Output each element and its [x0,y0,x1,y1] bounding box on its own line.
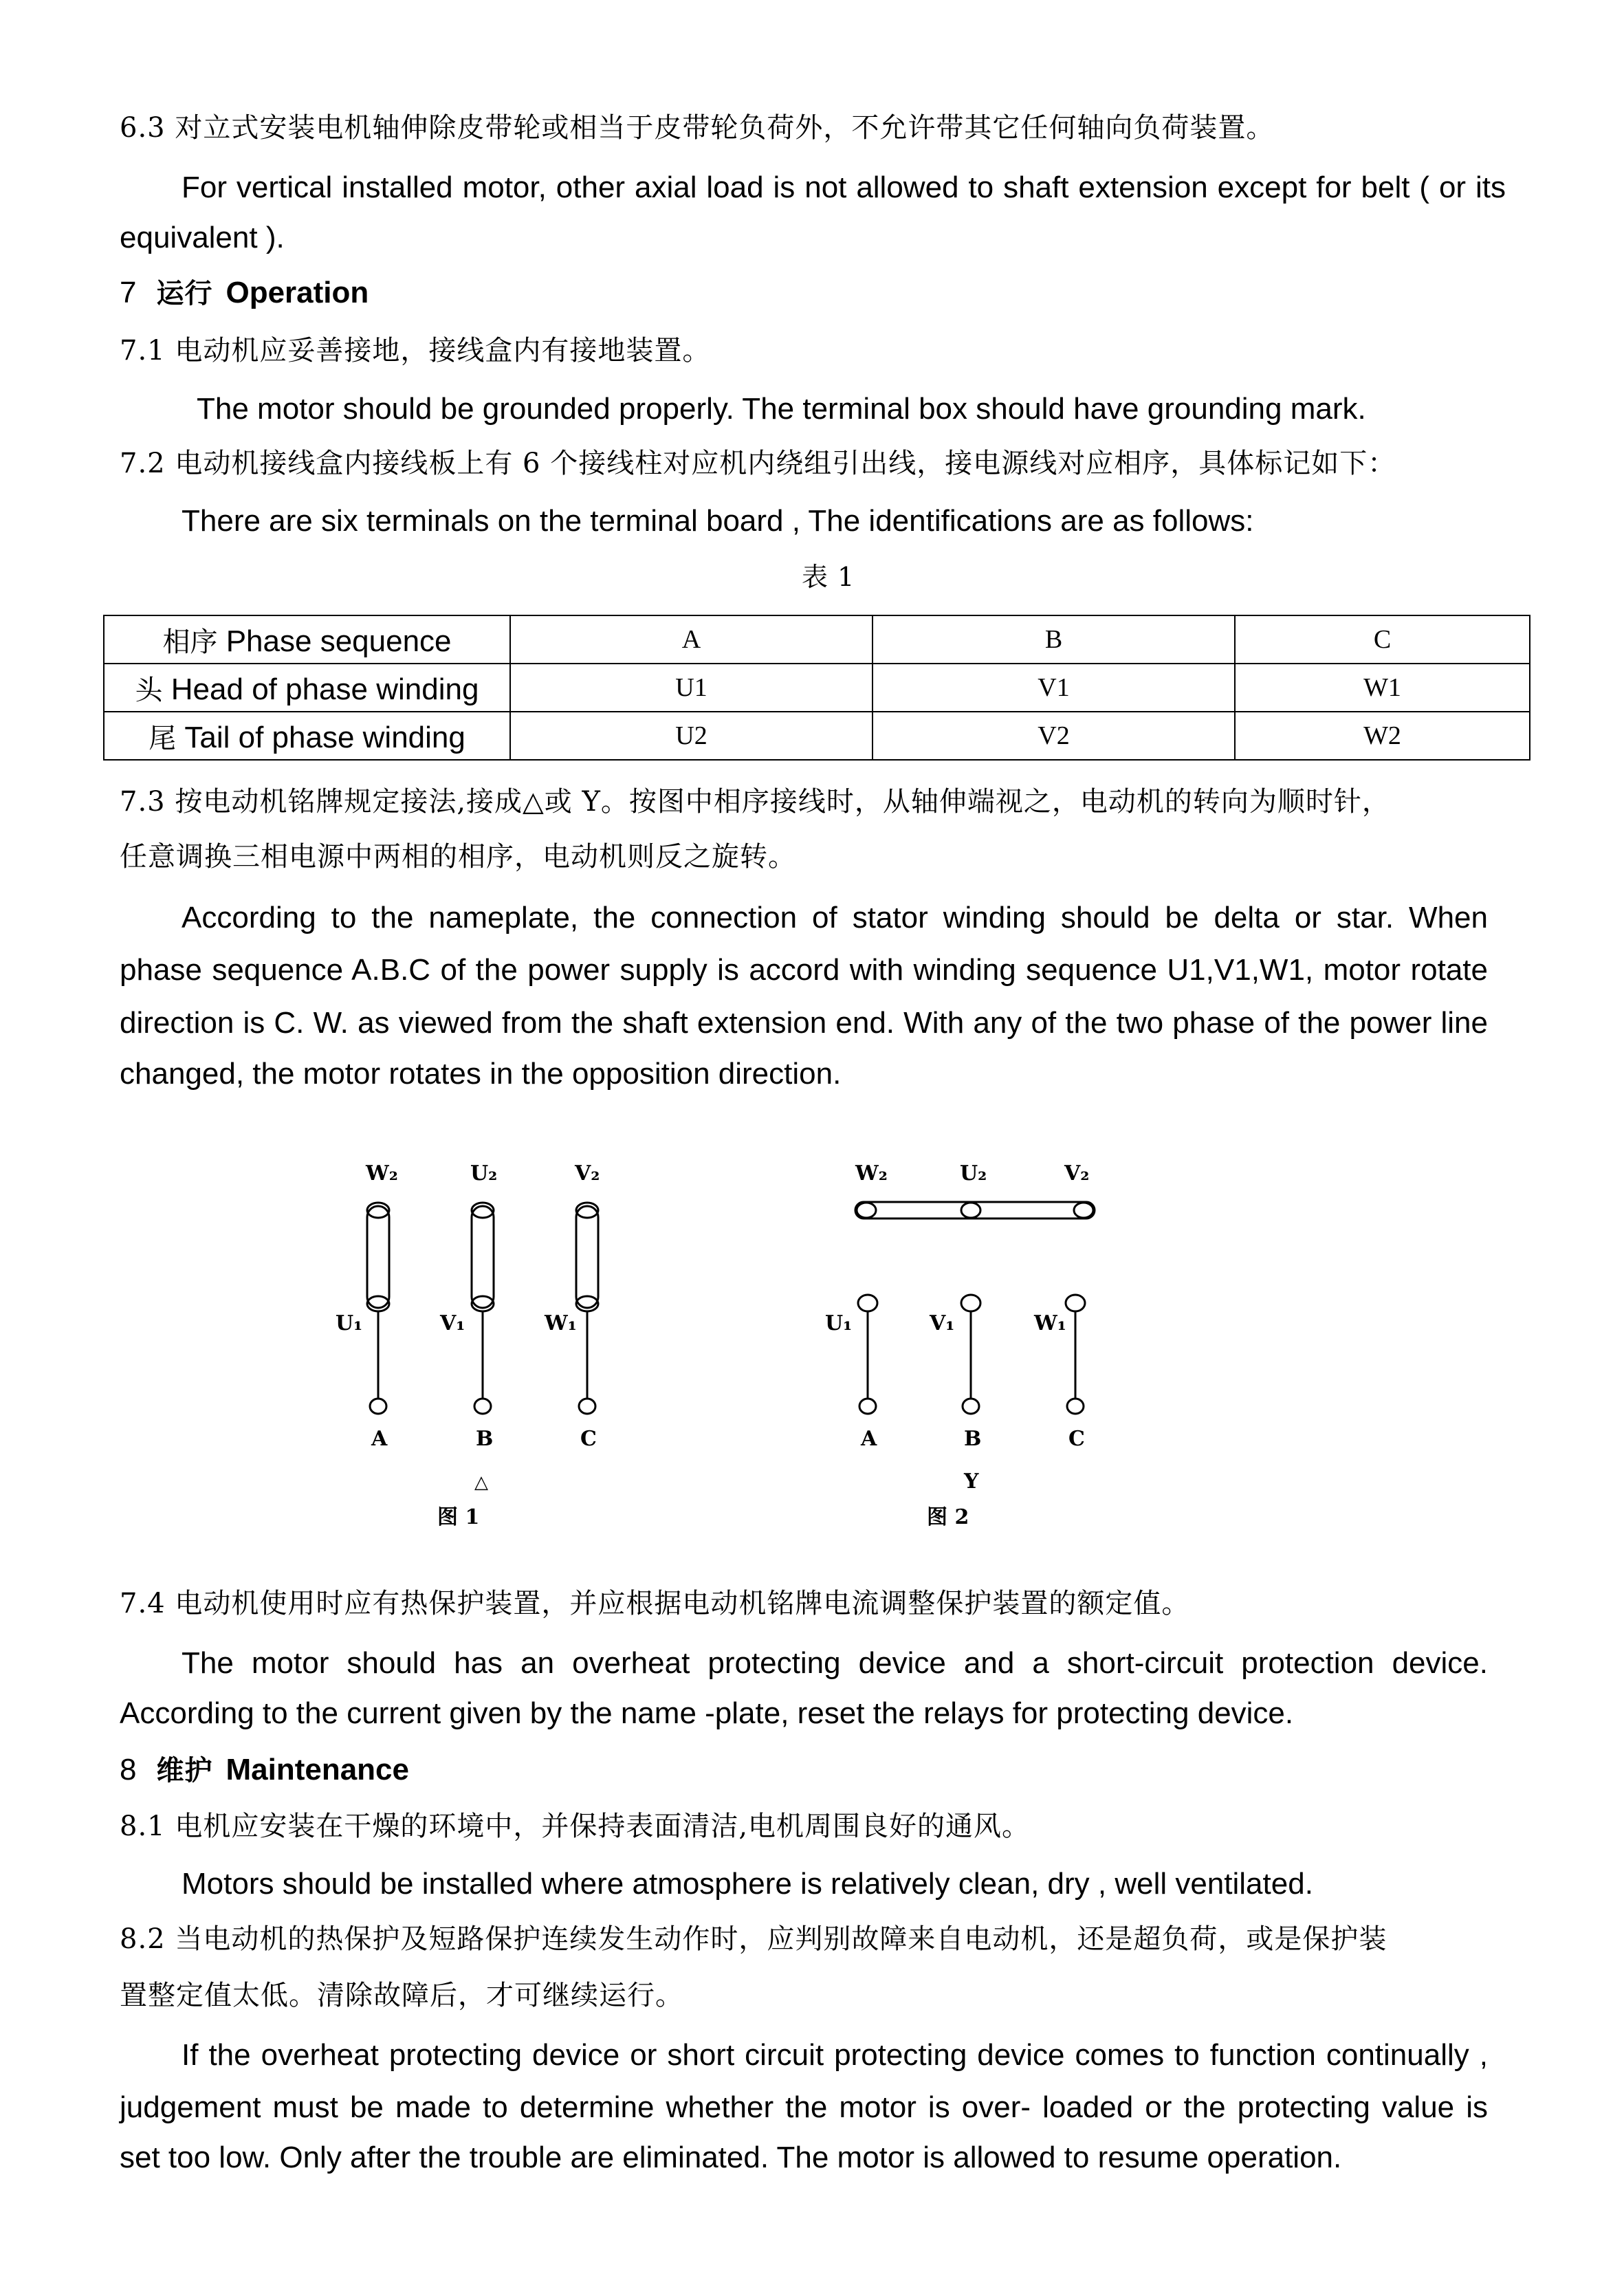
fig2-bottom-label-1: A [861,1427,877,1451]
table-row-tail-winding [104,712,1530,760]
section-7-4-en-line2: According to the current given by the name -plate, reset the relays for protecting device. [120,1696,1294,1730]
section-7-title-cn: 运行 [156,277,213,309]
fig2-mid-label-3: W₁ [1034,1311,1066,1335]
fig2-top-label-1: W₂ [855,1161,888,1185]
fig1-mid-label-1: U₁ [336,1311,363,1335]
fig2-caption: 图 2 [927,1505,969,1529]
table-cell-label: 尾 Tail of phase winding [104,712,510,760]
section-6-3-en-line2: equivalent ). [120,221,285,254]
section-7-3-cn-line2: 任意调换三相电源中两相的相序，电动机则反之旋转。 [120,841,796,873]
section-8-heading [120,1755,409,1785]
section-7-1-en: The motor should be grounded properly. The terminal box should have grounding mark. [197,392,1366,426]
figure-1-delta-diagram [367,1203,598,1414]
section-6-3-en-line1: For vertical installed motor, other axial load is not allowed to shaft extension except for belt ( or its [182,171,1506,204]
wiring-diagrams [0,1128,1624,1554]
section-7-number: 7 [120,276,137,309]
fig1-bottom-label-2: B [476,1427,494,1451]
fig2-mid-label-1: U₁ [825,1311,853,1335]
fig1-top-label-2: U₂ [470,1161,498,1185]
table-cell-value: W2 [1235,712,1530,760]
section-8-2-en-line3: set too low. Only after the trouble are eliminated. The motor is allowed to resume operation. [120,2141,1342,2174]
section-8-2-en-line1: If the overheat protecting device or short circuit protecting device comes to function continually , [182,2038,1488,2072]
table-1-caption: 表 1 [802,562,855,592]
section-7-2-cn: 7.2 电动机接线盒内接线板上有 6 个接线柱对应机内绕组引出线，接电源线对应相序，具体标记如下： [120,448,1396,479]
section-7-3-en-line3: direction is C. W. as viewed from the shaft extension end. With any of the two phase of the power line [120,1006,1488,1040]
phase-sequence-table [103,615,1530,761]
fig1-mid-label-3: W₁ [545,1311,577,1335]
table-cell-label: 头 Head of phase winding [104,664,510,712]
fig2-mid-label-2: V₁ [930,1311,955,1335]
section-8-title-en: Maintenance [226,1753,409,1786]
table-cell-value: U2 [510,712,873,760]
table-cell-value: W1 [1235,664,1530,712]
fig2-star-symbol: Y [964,1469,979,1494]
figure-2-star-diagram [855,1202,1095,1414]
fig2-bottom-label-2: B [964,1427,982,1451]
fig1-mid-label-2: V₁ [440,1311,465,1335]
fig2-top-label-3: V₂ [1064,1161,1090,1185]
fig1-bottom-label-1: A [371,1427,388,1451]
terminal-link-2 [472,1206,494,1308]
table-cell-value: A [510,615,873,664]
section-7-heading [120,278,369,308]
section-8-1-cn: 8.1 电机应安装在干燥的环境中，并保持表面清洁,电机周围良好的通风。 [120,1811,1031,1842]
fig2-bottom-label-3: C [1068,1427,1085,1451]
table-row-head-winding [104,664,1530,712]
section-8-number: 8 [120,1753,137,1786]
fig1-caption: 图 1 [437,1505,480,1529]
table-cell-value: V1 [873,664,1235,712]
fig1-top-label-3: V₂ [575,1161,600,1185]
section-8-2-en-line2: judgement must be made to determine whether the motor is over- loaded or the protecting value is [120,2090,1488,2124]
section-7-4-en-line1: The motor should has an overheat protecting device and a short-circuit protection device. [182,1646,1488,1680]
section-7-title-en: Operation [226,276,369,309]
section-7-3-en-line2: phase sequence A.B.C of the power supply is accord with winding sequence U1,V1,W1, motor rotate [120,953,1488,987]
section-7-1-cn: 7.1 电动机应妥善接地，接线盒内有接地装置。 [120,335,711,367]
section-8-1-en: Motors should be installed where atmosphere is relatively clean, dry , well ventilated. [182,1867,1313,1901]
table-cell-value: U1 [510,664,873,712]
table-cell-value: B [873,615,1235,664]
section-7-3-cn-line1: 7.3 按电动机铭牌规定接法,接成△或 Y。按图中相序接线时，从轴伸端视之，电动机的转向为顺时针， [120,786,1390,818]
table-row-phase-sequence [104,615,1530,664]
section-8-title-cn: 维护 [156,1754,213,1786]
section-7-3-en-line1: According to the nameplate, the connection of stator winding should be delta or star. When [182,901,1488,934]
section-7-4-cn: 7.4 电动机使用时应有热保护装置，并应根据电动机铭牌电流调整保护装置的额定值。 [120,1588,1190,1619]
section-8-2-cn-line1: 8.2 当电动机的热保护及短路保护连续发生动作时，应判别故障来自电动机，还是超负荷，或是保护装 [120,1923,1387,1955]
section-8-2-cn-line2: 置整定值太低。清除故障后，才可继续运行。 [120,1980,683,2011]
section-7-2-en: There are six terminals on the terminal board , The identifications are as follows: [182,504,1254,538]
table-cell-label: 相序 Phase sequence [104,615,510,664]
fig1-top-label-1: W₂ [366,1161,398,1185]
table-cell-value: V2 [873,712,1235,760]
section-6-3-cn: 6.3 对立式安装电机轴伸除皮带轮或相当于皮带轮负荷外，不允许带其它任何轴向负荷装置。 [120,112,1275,144]
terminal-link-3 [576,1206,598,1308]
table-cell-value: C [1235,615,1530,664]
fig2-top-label-2: U₂ [960,1161,987,1185]
terminal-link-1 [367,1206,389,1308]
fig1-bottom-label-3: C [580,1427,597,1451]
fig1-delta-symbol: △ [474,1472,488,1493]
section-7-3-en-line4: changed, the motor rotates in the opposition direction. [120,1057,842,1091]
